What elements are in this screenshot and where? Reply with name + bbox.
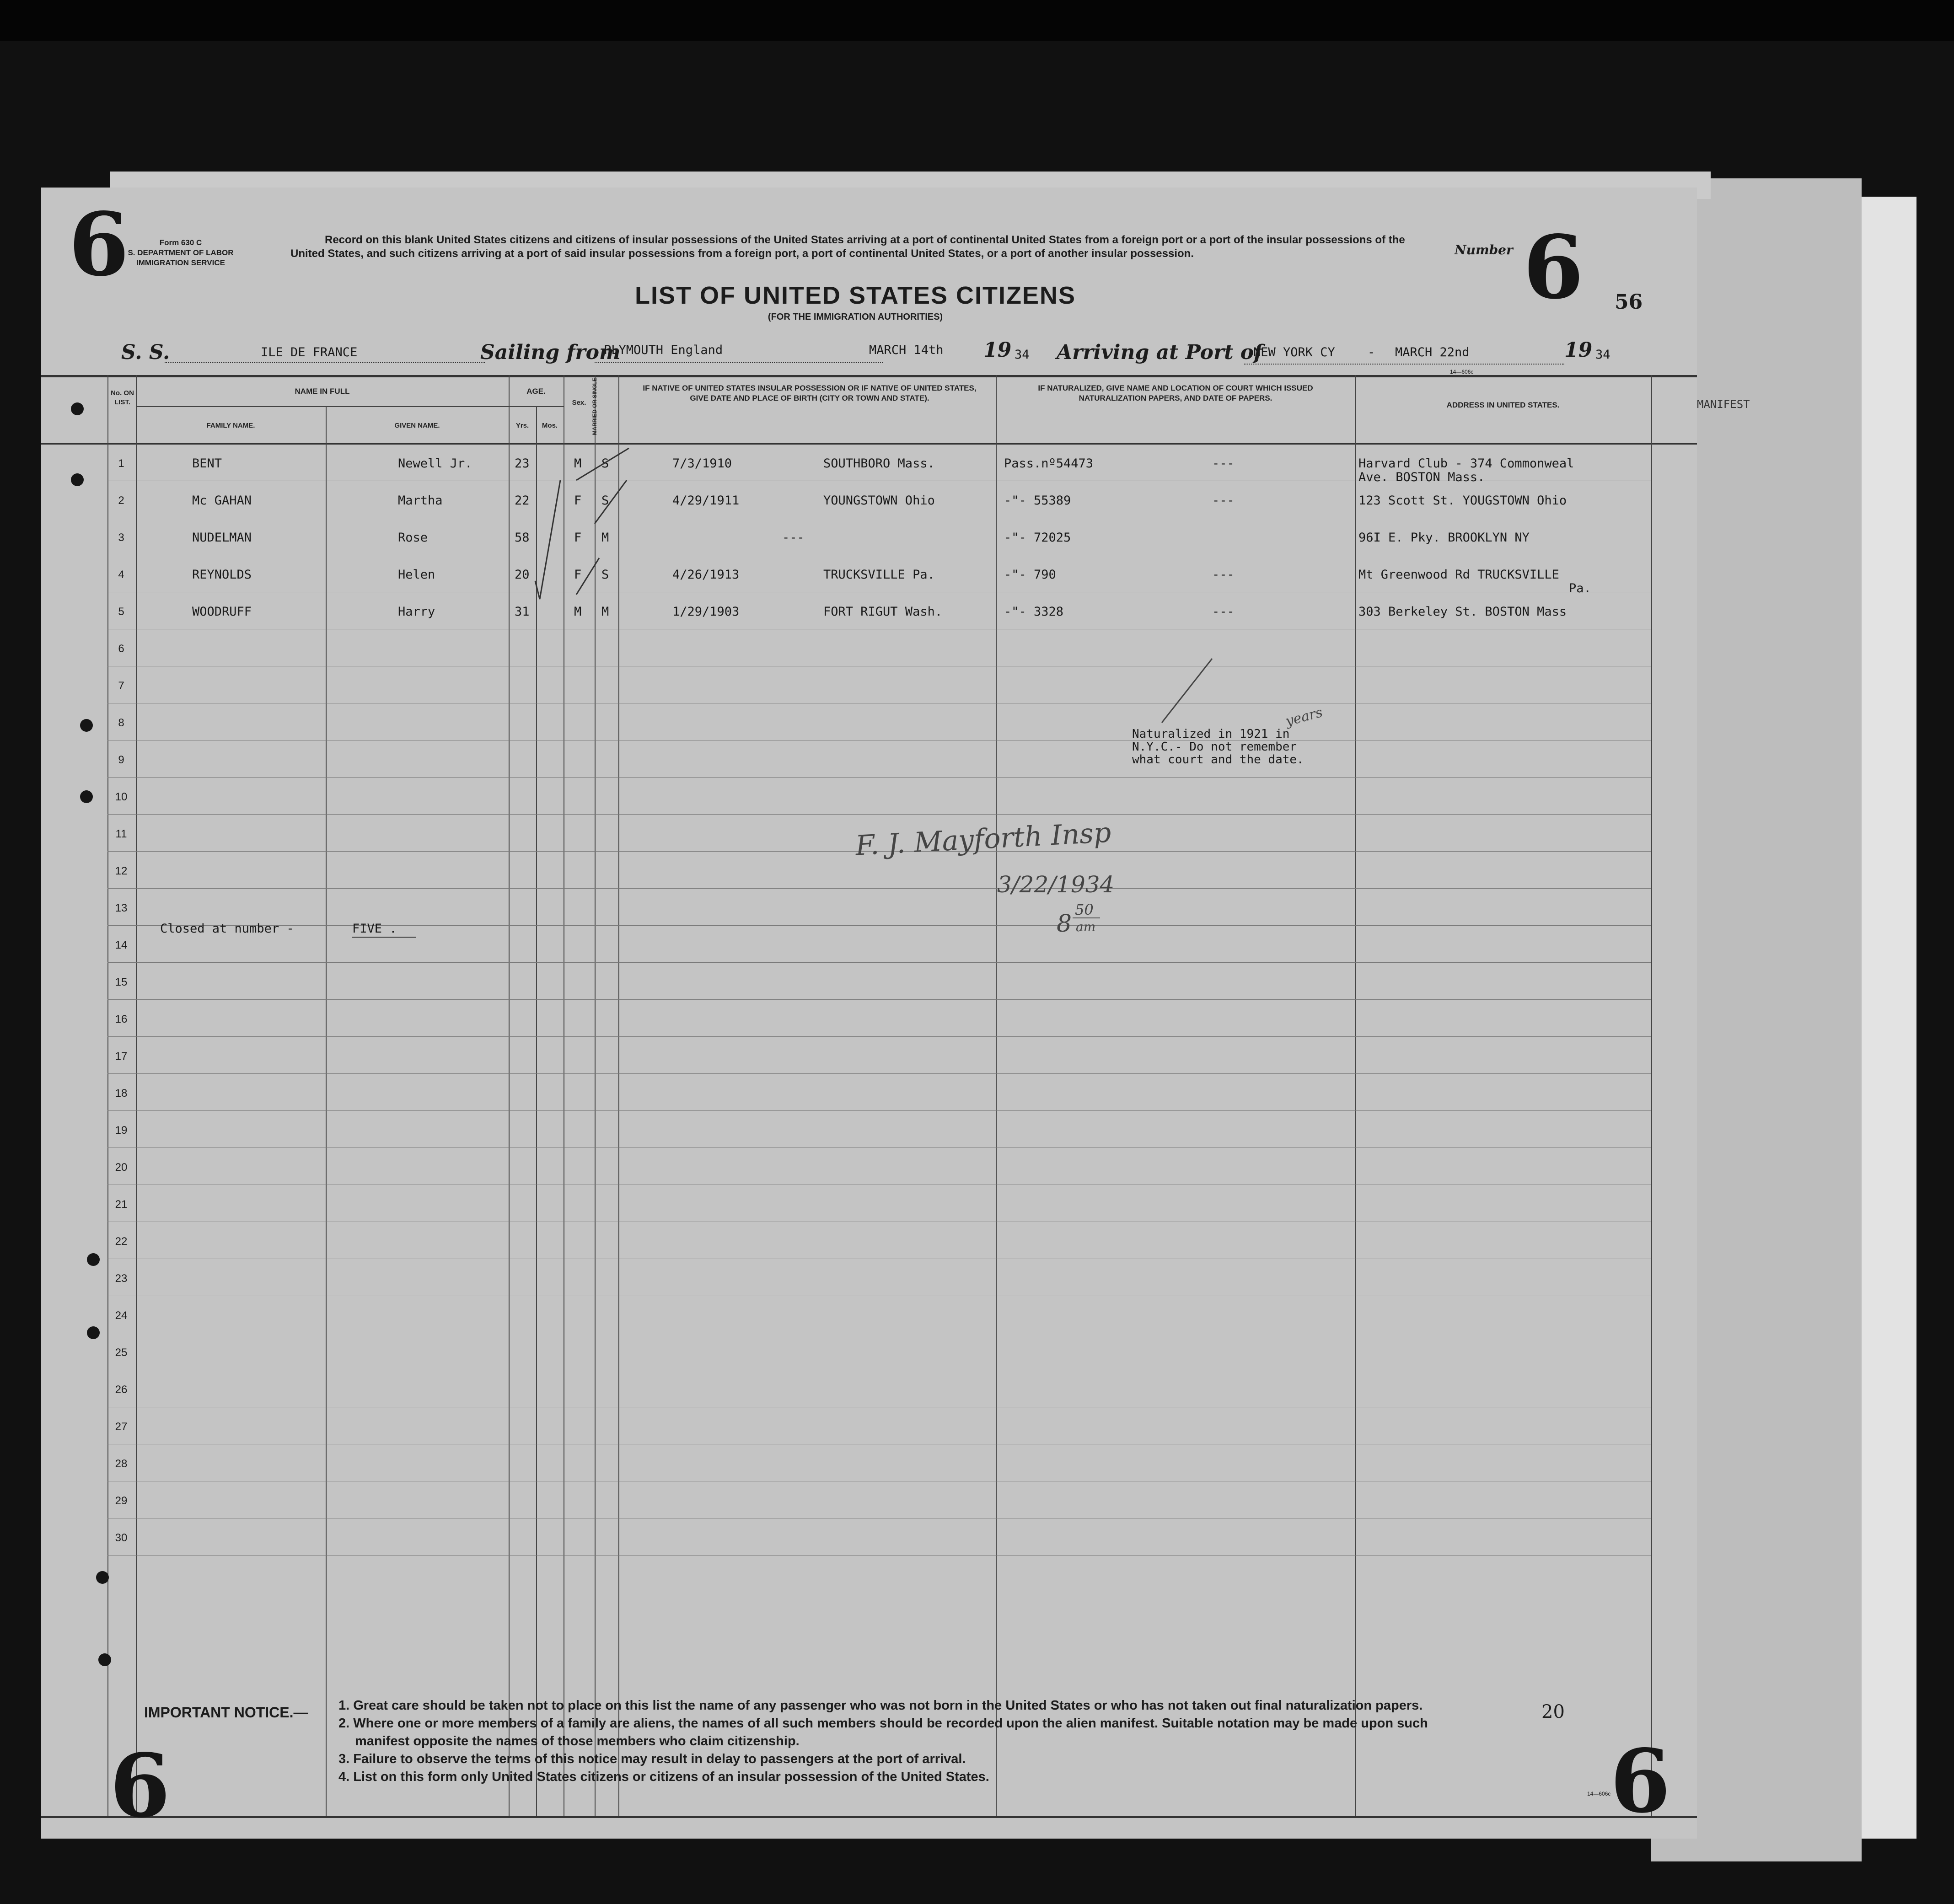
sailing-label: Sailing from bbox=[480, 341, 621, 364]
header-name-in-full: NAME IN FULL bbox=[295, 387, 350, 396]
notice-item-3: 3. Failure to observe the terms of this notice may result in delay to passengers at the port of arrival. bbox=[338, 1752, 966, 1766]
address-line-1: Harvard Club - 374 Commonweal bbox=[1358, 456, 1574, 471]
family-name: BENT bbox=[192, 456, 222, 471]
header-sex: Sex. bbox=[572, 399, 586, 407]
given-name: Rose bbox=[398, 531, 428, 545]
page-subtitle: (FOR THE IMMIGRATION AUTHORITIES) bbox=[768, 312, 943, 322]
address-line-1: 96I E. Pky. BROOKLYN NY bbox=[1358, 531, 1530, 545]
row-number: 27 bbox=[115, 1421, 128, 1433]
row-number: 18 bbox=[115, 1087, 128, 1099]
col-line-name-end bbox=[509, 375, 510, 1816]
arrival-date: MARCH 22nd bbox=[1395, 345, 1470, 359]
passenger-table bbox=[41, 375, 1702, 1816]
table-top-rule bbox=[41, 375, 1697, 377]
notice-item-4: 4. List on this form only United States citizens or citizens of an insular possession of the United States. bbox=[338, 1770, 989, 1784]
row-number: 20 bbox=[115, 1161, 128, 1174]
binder-hole bbox=[80, 790, 93, 803]
arrival-dash: - bbox=[1368, 345, 1375, 359]
naturalization-note-line2: N.Y.C.- Do not remember bbox=[1132, 740, 1297, 754]
age-years: 31 bbox=[515, 605, 530, 619]
birth-date: 4/29/1911 bbox=[672, 493, 740, 508]
given-name: Harry bbox=[398, 605, 435, 619]
header-yrs: Yrs. bbox=[515, 422, 529, 429]
row-number: 15 bbox=[115, 976, 128, 988]
binder-hole bbox=[87, 1326, 100, 1339]
inspector-time-hour: 8 bbox=[1057, 910, 1072, 938]
row-number: 17 bbox=[115, 1050, 128, 1062]
page-number: 56 bbox=[1615, 290, 1643, 314]
header-family-name: FAMILY NAME. bbox=[206, 422, 255, 429]
number-label: Number bbox=[1455, 242, 1513, 257]
family-name: Mc GAHAN bbox=[192, 493, 252, 508]
row-number: 16 bbox=[115, 1013, 128, 1025]
row-number: 5 bbox=[118, 606, 124, 618]
inspector-time-minutes: 50 bbox=[1075, 901, 1094, 918]
naturalization-dash: --- bbox=[1212, 568, 1235, 582]
arrival-year: 34 bbox=[1595, 348, 1610, 362]
important-notice-body bbox=[338, 1697, 1688, 1786]
address-line-1: 123 Scott St. YOUGSTOWN Ohio bbox=[1358, 493, 1567, 508]
birth-place: SOUTHBORO Mass. bbox=[823, 456, 935, 471]
birth-place: FORT RIGUT Wash. bbox=[823, 605, 943, 619]
naturalization-note-line3: what court and the date. bbox=[1132, 753, 1304, 767]
form-id-block bbox=[105, 238, 256, 268]
arriving-label: Arriving at Port of bbox=[1057, 341, 1263, 364]
binder-hole bbox=[71, 473, 84, 486]
birth-date: 7/3/1910 bbox=[672, 456, 732, 471]
col-line-address bbox=[1355, 375, 1356, 1816]
row-number: 28 bbox=[115, 1458, 128, 1470]
age-years: 58 bbox=[515, 531, 530, 545]
sex: M bbox=[574, 605, 582, 619]
sex: F bbox=[574, 568, 582, 582]
row-rule bbox=[107, 999, 1651, 1000]
manifest-sheet bbox=[41, 188, 1750, 1839]
row-number: 25 bbox=[115, 1346, 128, 1359]
header-age: AGE. bbox=[526, 387, 546, 396]
binder-hole bbox=[87, 1253, 100, 1266]
department-label: S. DEPARTMENT OF LABOR bbox=[128, 248, 234, 257]
naturalization-reference: -"- 55389 bbox=[1004, 493, 1071, 508]
form-id: Form 630 C bbox=[159, 238, 202, 247]
list-number-top-left: 6 bbox=[69, 193, 129, 295]
naturalization-hand-insert: years bbox=[1283, 704, 1325, 730]
family-name: NUDELMAN bbox=[192, 531, 252, 545]
from-port: PLYMOUTH England bbox=[604, 343, 723, 357]
header-given-name: GIVEN NAME. bbox=[394, 422, 440, 429]
naturalization-note-line1: Naturalized in 1921 in bbox=[1132, 727, 1290, 741]
sex: F bbox=[574, 531, 582, 545]
name-subheader-rule bbox=[136, 406, 564, 407]
row-number: 22 bbox=[115, 1235, 128, 1248]
arrival-year-prefix: 19 bbox=[1564, 338, 1593, 362]
row-number: 19 bbox=[115, 1124, 128, 1137]
list-number-top-right: 6 bbox=[1523, 216, 1584, 318]
checkmark-strokes bbox=[521, 444, 704, 672]
row-number: 3 bbox=[118, 531, 124, 544]
header-address: ADDRESS IN UNITED STATES. bbox=[1446, 401, 1560, 409]
row-number: 29 bbox=[115, 1495, 128, 1507]
sail-date: MARCH 14th bbox=[869, 343, 944, 357]
arrival-underline bbox=[1244, 364, 1564, 365]
given-name: Newell Jr. bbox=[398, 456, 472, 471]
row-number: 12 bbox=[115, 865, 128, 877]
birth-date: 4/26/1913 bbox=[672, 568, 740, 582]
naturalization-dash: --- bbox=[1212, 493, 1235, 508]
family-name: REYNOLDS bbox=[192, 568, 252, 582]
naturalization-dash: --- bbox=[1212, 605, 1235, 619]
naturalization-reference: -"- 72025 bbox=[1004, 531, 1071, 545]
row-number: 14 bbox=[115, 939, 128, 951]
naturalization-reference: -"- 790 bbox=[1004, 568, 1056, 582]
list-number-bottom-left: 6 bbox=[110, 1735, 171, 1837]
service-label: IMMIGRATION SERVICE bbox=[136, 258, 225, 267]
marital-status: S bbox=[601, 568, 609, 582]
ss-label: S. S. bbox=[121, 341, 170, 364]
row-rule bbox=[107, 1073, 1651, 1074]
age-years: 23 bbox=[515, 456, 530, 471]
row-rule bbox=[107, 962, 1651, 963]
given-name: Helen bbox=[398, 568, 435, 582]
age-years: 22 bbox=[515, 493, 530, 508]
ship-underline bbox=[165, 362, 485, 363]
row-number: 30 bbox=[115, 1532, 128, 1544]
marital-status: S bbox=[601, 456, 609, 471]
header-mos: Mos. bbox=[542, 422, 558, 429]
inspector-date: 3/22/1934 bbox=[997, 871, 1115, 898]
row-number: 4 bbox=[118, 569, 124, 581]
naturalization-reference: Pass.nº54473 bbox=[1004, 456, 1094, 471]
row-number: 1 bbox=[118, 457, 124, 470]
notice-item-2a: 2. Where one or more members of a family are aliens, the names of all such members should be recorded upon the alien manifest. Suitable notation may be made upon such bbox=[338, 1716, 1428, 1731]
col-line-naturalized bbox=[996, 375, 997, 1816]
row-rule bbox=[107, 925, 1651, 926]
birth-date: 1/29/1903 bbox=[672, 605, 740, 619]
sail-year: 34 bbox=[1015, 348, 1030, 362]
age-years: 20 bbox=[515, 568, 530, 582]
ship-name: ILE DE FRANCE bbox=[261, 345, 358, 359]
header-no: No. ON LIST. bbox=[111, 389, 134, 406]
row-rule bbox=[107, 888, 1651, 889]
sail-year-prefix: 19 bbox=[983, 338, 1012, 362]
from-underline bbox=[595, 362, 883, 363]
address-line-1: Mt Greenwood Rd TRUCKSVILLE bbox=[1358, 568, 1559, 582]
row-number: 21 bbox=[115, 1198, 128, 1211]
row-rule bbox=[107, 1110, 1651, 1111]
birth-date: --- bbox=[782, 531, 805, 545]
row-number: 24 bbox=[115, 1309, 128, 1322]
row-number: 2 bbox=[118, 494, 124, 507]
closing-underline bbox=[352, 937, 416, 938]
naturalization-reference: -"- 3328 bbox=[1004, 605, 1064, 619]
marital-status: S bbox=[601, 493, 609, 508]
table-bottom-rule bbox=[41, 1816, 1697, 1818]
header-married: MARRIED OR SINGLE. bbox=[591, 376, 598, 435]
birth-place: YOUNGSTOWN Ohio bbox=[823, 493, 935, 508]
header-naturalized: IF NATURALIZED, GIVE NAME AND LOCATION OF COURT WHICH ISSUED NATURALIZATION PAPERS, AND DATE OF PAPERS. bbox=[1038, 384, 1313, 402]
row-rule bbox=[107, 814, 1651, 815]
family-name: WOODRUFF bbox=[192, 605, 252, 619]
binder-hole bbox=[96, 1571, 109, 1584]
naturalization-check-stroke bbox=[1148, 645, 1240, 736]
row-rule bbox=[107, 1036, 1651, 1037]
binder-hole bbox=[71, 402, 84, 415]
stamp-count: 20 bbox=[1541, 1701, 1565, 1722]
row-number: 11 bbox=[115, 828, 127, 840]
important-notice-label: IMPORTANT NOTICE.— bbox=[144, 1704, 308, 1721]
row-number: 6 bbox=[118, 643, 124, 655]
marital-status: M bbox=[601, 531, 609, 545]
inspector-time-rule bbox=[1073, 917, 1100, 918]
col-line-given bbox=[326, 406, 327, 1816]
row-number: 23 bbox=[115, 1272, 128, 1285]
arrival-port: NEW YORK CY bbox=[1253, 345, 1335, 359]
row-number: 13 bbox=[115, 902, 128, 914]
marital-status: M bbox=[601, 605, 609, 619]
sex: F bbox=[574, 493, 582, 508]
list-number-bottom-right: 6 bbox=[1610, 1730, 1671, 1832]
header-notice: Record on this blank United States citizens and citizens of insular possessions of the United States arriving at a port of continental United States from a foreign port or a port of the insular possessions of the United States, and such citizens arriving at a port of said insular possessions from a foreign port, a port of continental United States, or a port of another insular possession. bbox=[290, 234, 1405, 260]
closing-value: FIVE . bbox=[352, 922, 397, 936]
page-title: LIST OF UNITED STATES CITIZENS bbox=[635, 282, 1076, 309]
inspector-time-ampm: am bbox=[1076, 919, 1096, 934]
row-number: 9 bbox=[118, 754, 124, 766]
address-line-1: 303 Berkeley St. BOSTON Mass bbox=[1358, 605, 1567, 619]
right-page-fragment: MANIFEST bbox=[1697, 398, 1750, 411]
header-native: IF NATIVE OF UNITED STATES INSULAR POSSESSION OR IF NATIVE OF UNITED STATES, GIVE DATE AND PLACE OF BIRTH (CITY OR TOWN AND STATE). bbox=[643, 384, 977, 402]
birth-place: TRUCKSVILLE Pa. bbox=[823, 568, 935, 582]
printer-code-bottom: 14—606c bbox=[1587, 1791, 1611, 1797]
given-name: Martha bbox=[398, 493, 443, 508]
inspector-signature: F. J. Mayforth Insp bbox=[854, 816, 1112, 862]
header-bottom-rule bbox=[41, 443, 1697, 445]
address-line-2: Pa. bbox=[1569, 581, 1591, 595]
row-number: 26 bbox=[115, 1384, 128, 1396]
row-rule bbox=[107, 777, 1651, 778]
row-number: 7 bbox=[118, 680, 124, 692]
notice-item-2b: manifest opposite the names of those members who claim citizenship. bbox=[355, 1734, 800, 1748]
closing-label: Closed at number - bbox=[160, 922, 294, 936]
address-line-2: Ave. BOSTON Mass. bbox=[1358, 470, 1485, 484]
naturalization-dash: --- bbox=[1212, 456, 1235, 471]
printer-code: 14—606c bbox=[1450, 369, 1474, 375]
row-number: 10 bbox=[115, 791, 128, 803]
col-line-end bbox=[1651, 375, 1652, 1816]
row-number: 8 bbox=[118, 717, 124, 729]
binder-hole bbox=[80, 719, 93, 732]
notice-item-1: 1. Great care should be taken not to place on this list the name of any passenger who was not born in the United States or who has not taken out final naturalization papers. bbox=[338, 1698, 1423, 1713]
binder-hole bbox=[98, 1653, 111, 1666]
sex: M bbox=[574, 456, 582, 471]
scanner-edge bbox=[0, 0, 1954, 41]
